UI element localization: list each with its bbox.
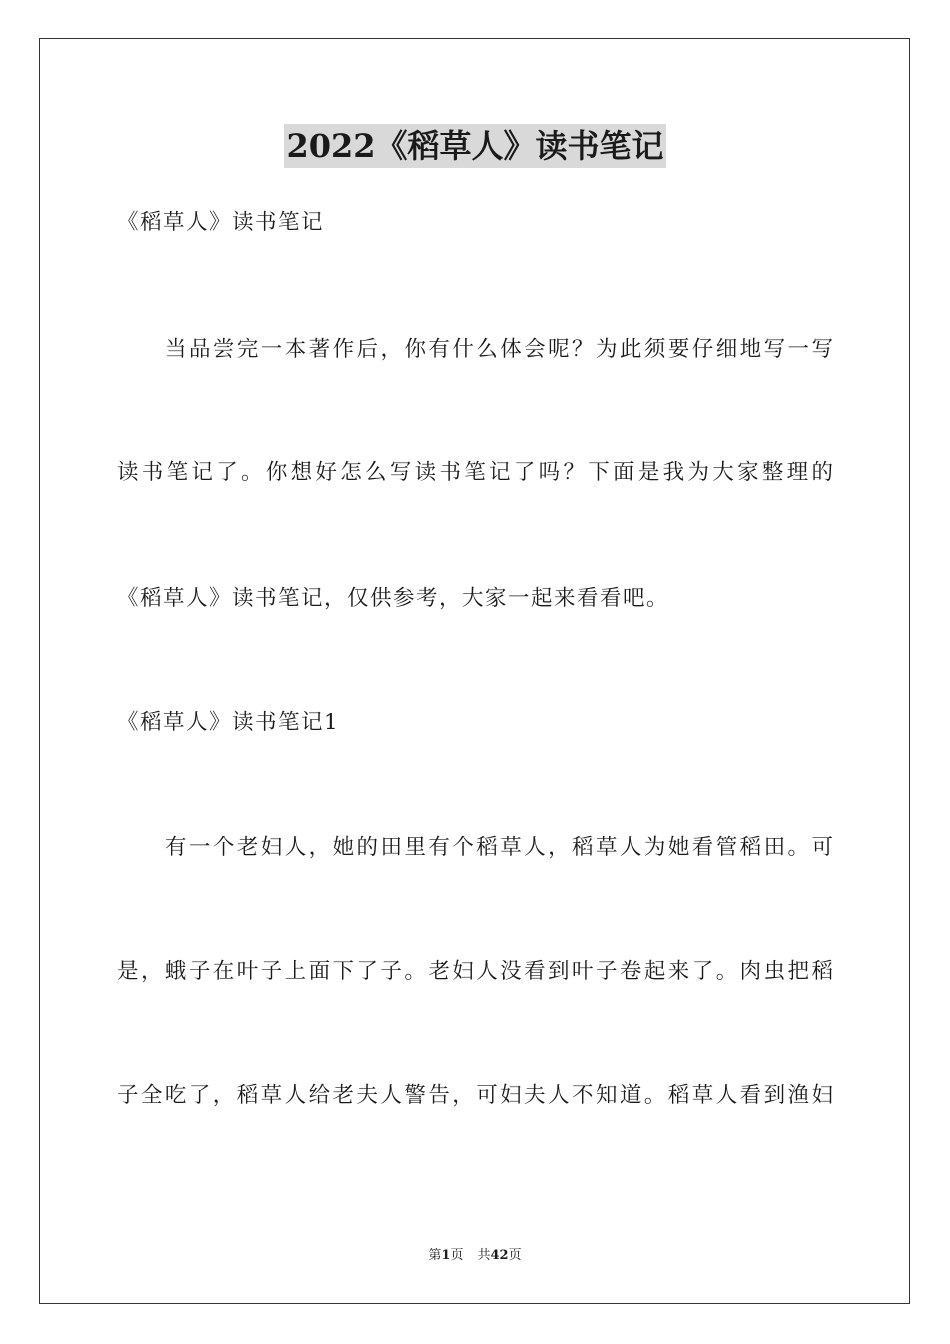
- paragraph-line: 有一个老妇人，她的田里有个稻草人，稻草人为她看管稻田。可: [165, 835, 833, 860]
- document-title: 2022《稻草人》读书笔记: [284, 124, 665, 168]
- footer-total-prefix: 共: [477, 1248, 491, 1263]
- title-container: [0, 124, 950, 168]
- footer-page-current: 1: [441, 1248, 451, 1263]
- footer-total-suffix: 页: [508, 1248, 522, 1263]
- subtitle-line: 《稻草人》读书笔记: [117, 210, 325, 235]
- paragraph-line: 读书笔记了。你想好怎么写读书笔记了吗？下面是我为大家整理的: [117, 460, 833, 485]
- paragraph-line: 当品尝完一本著作后，你有什么体会呢？为此须要仔细地写一写: [165, 337, 833, 362]
- paragraph-line: 子全吃了，稻草人给老夫人警告，可妇夫人不知道。稻草人看到渔妇: [117, 1083, 833, 1108]
- paragraph-line: 《稻草人》读书笔记，仅供参考，大家一起来看看吧。: [117, 586, 670, 611]
- footer-page-prefix: 第: [428, 1248, 442, 1263]
- page-footer: [0, 1247, 950, 1265]
- footer-page-suffix: 页: [450, 1248, 464, 1263]
- section-heading: 《稻草人》读书笔记1: [117, 710, 340, 735]
- footer-page-total: 42: [490, 1248, 509, 1263]
- paragraph-line: 是，蛾子在叶子上面下了子。老妇人没看到叶子卷起来了。肉虫把稻: [117, 959, 833, 984]
